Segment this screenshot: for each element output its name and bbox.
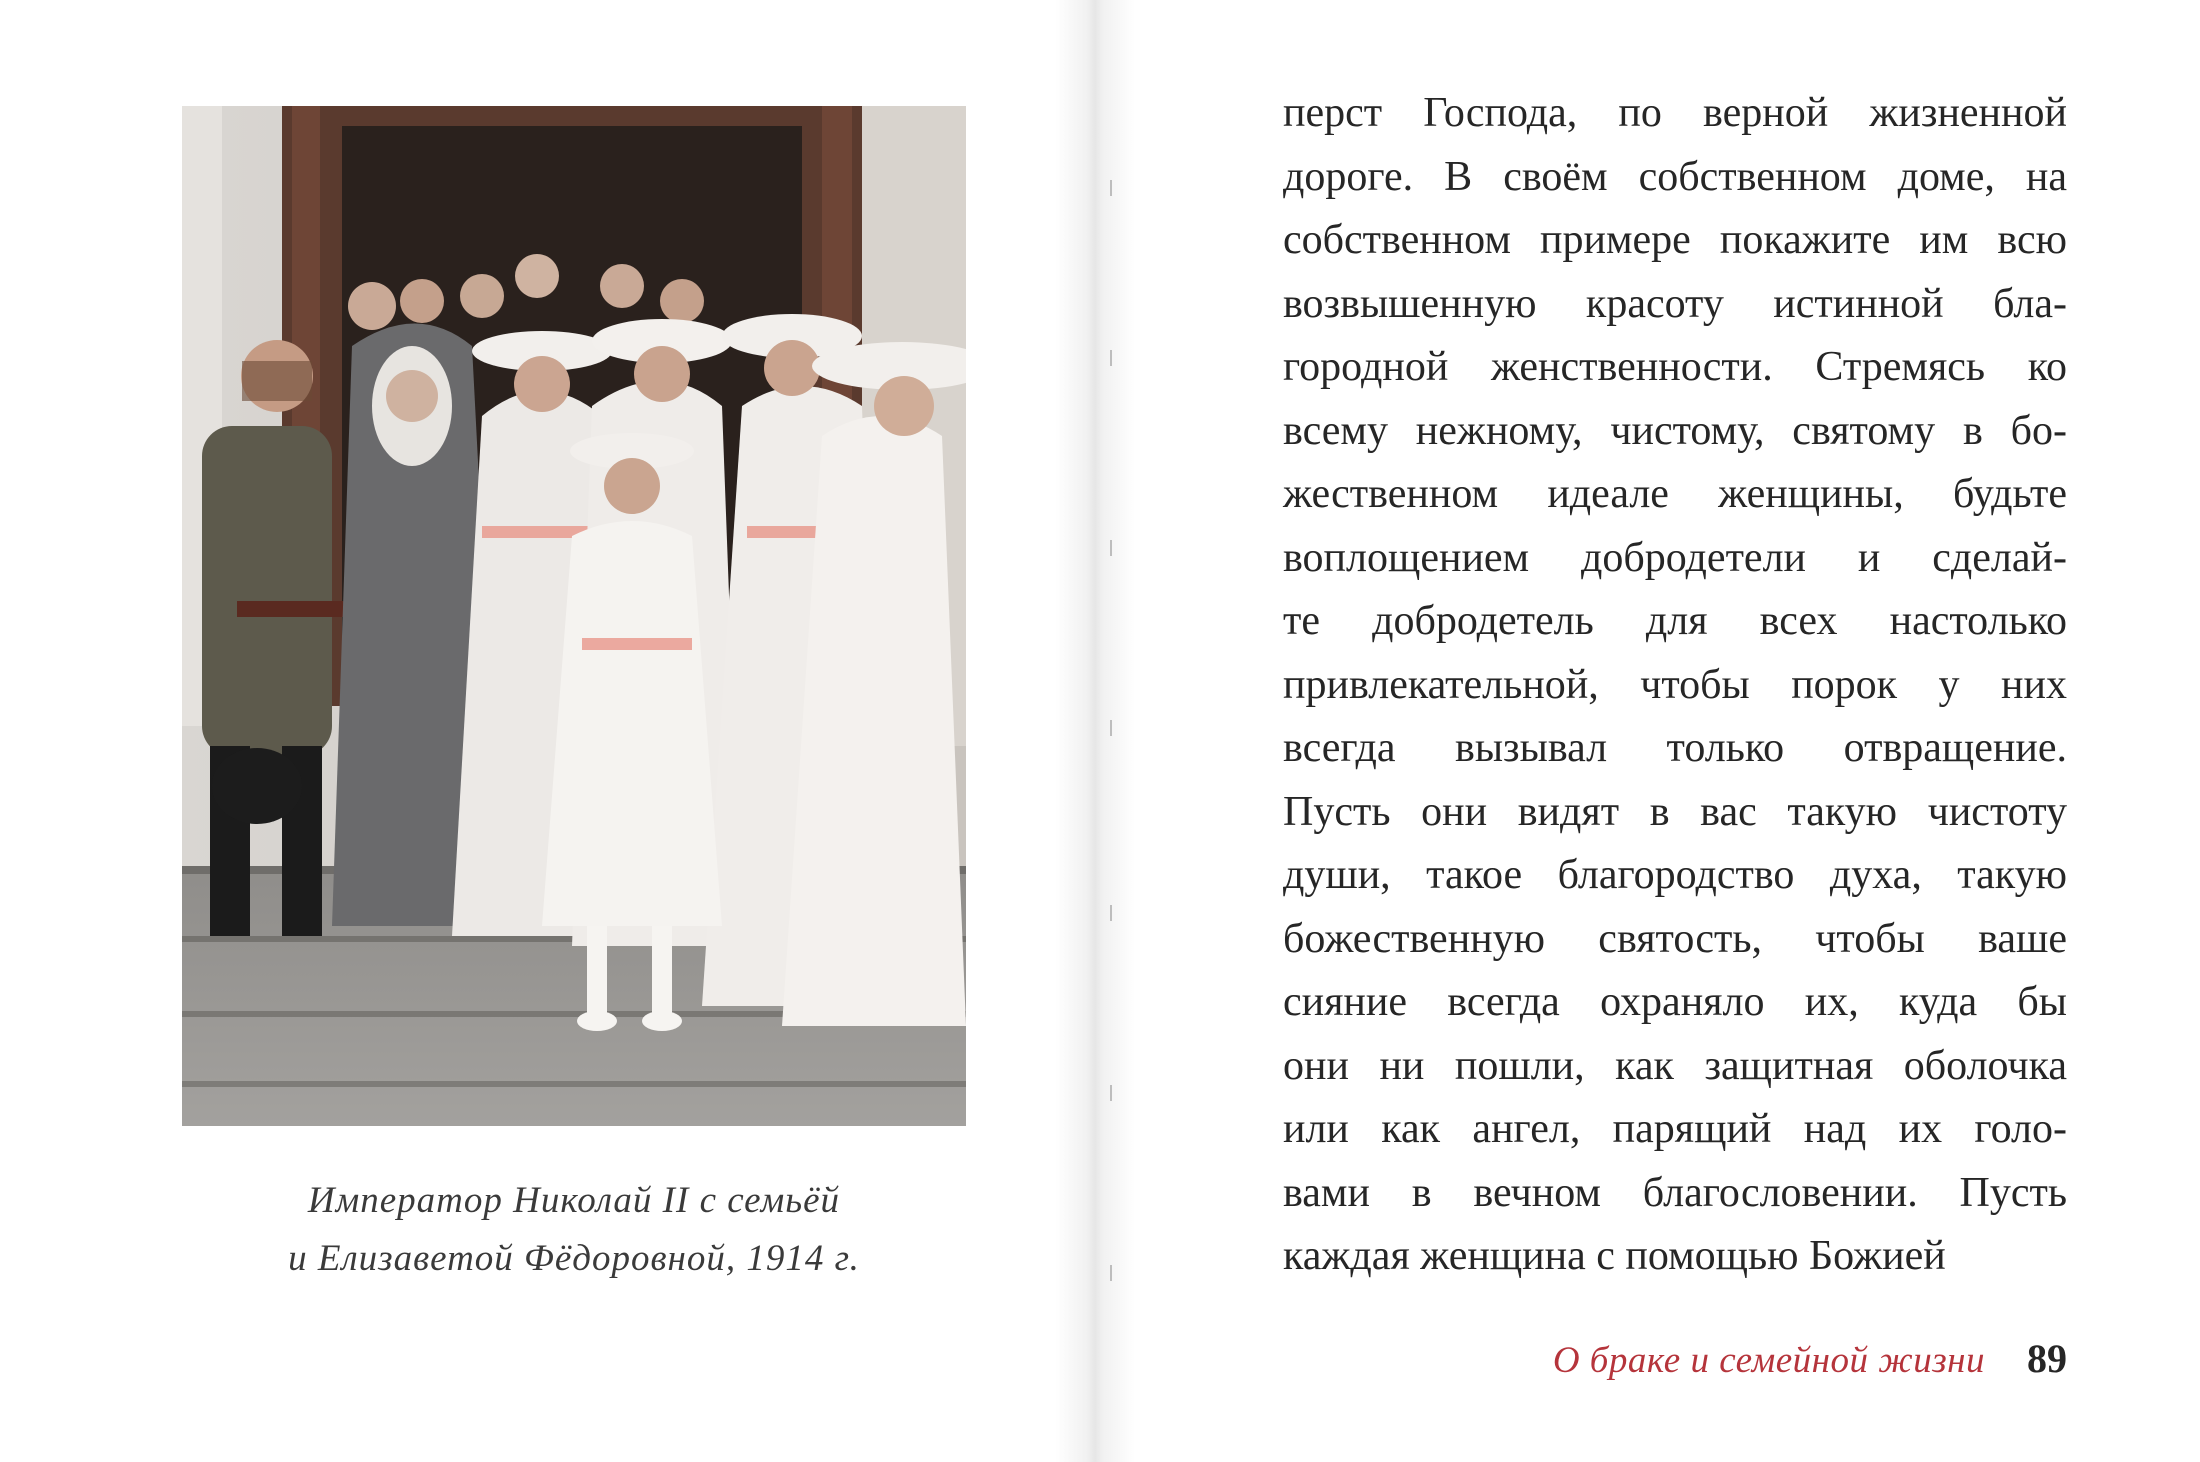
text-line: всегда вызывал только отвращение.: [1283, 725, 2067, 771]
binding-stitch: [1110, 905, 1112, 921]
text-line: городной женственности. Стремясь ко: [1283, 344, 2067, 390]
text-line: жественном идеале женщины, будьте: [1283, 471, 2067, 517]
text-line: привлекательной, чтобы порок у них: [1283, 661, 2067, 708]
text-line: каждая женщина с помощью Божией: [1283, 1233, 1946, 1279]
binding-stitch: [1110, 540, 1112, 556]
text-line: те добродетель для всех настолько: [1283, 598, 2067, 644]
text-line: собственном примере покажите им всю: [1283, 217, 2067, 263]
text-line: воплощением добродетели и сделай-: [1283, 534, 2067, 581]
text-line: всему нежному, чистому, святому в бо-: [1283, 407, 2067, 454]
text-line: дороге. В своём собственном доме, на: [1283, 153, 2067, 200]
binding-stitch: [1110, 180, 1112, 196]
binding-stitch: [1110, 350, 1112, 366]
family-photograph: [182, 106, 966, 1126]
binding-stitch: [1110, 1265, 1112, 1281]
page-number: 89: [2027, 1336, 2067, 1381]
caption-line: и Елизаветой Фёдоровной, 1914 г.: [288, 1238, 860, 1279]
book-gutter: [1055, 0, 1135, 1462]
body-text: [1283, 82, 2067, 1289]
text-line: сияние всегда охраняло их, куда бы: [1283, 979, 2067, 1025]
binding-stitch: [1110, 720, 1112, 736]
text-line: божественную святость, чтобы ваше: [1283, 915, 2067, 962]
page-footer: [1283, 1335, 2067, 1395]
text-line: души, такое благородство духа, такую: [1283, 852, 2067, 898]
text-line: вами в вечном благословении. Пусть: [1283, 1169, 2067, 1216]
running-title: О браке и семейной жизни: [1552, 1340, 1985, 1381]
text-line: или как ангел, парящий над их голо-: [1283, 1106, 2067, 1152]
photograph-image: [182, 106, 966, 1126]
text-line: возвышенную красоту истинной бла-: [1283, 280, 2067, 327]
caption-line: Император Николай II с семьёй: [307, 1180, 841, 1221]
binding-stitch: [1110, 1085, 1112, 1101]
text-line: они ни пошли, как защитная оболочка: [1283, 1042, 2067, 1089]
photo-caption: [182, 1172, 966, 1288]
text-line: Пусть они видят в вас такую чистоту: [1283, 788, 2067, 835]
text-line: перст Господа, по верной жизненной: [1283, 90, 2067, 136]
